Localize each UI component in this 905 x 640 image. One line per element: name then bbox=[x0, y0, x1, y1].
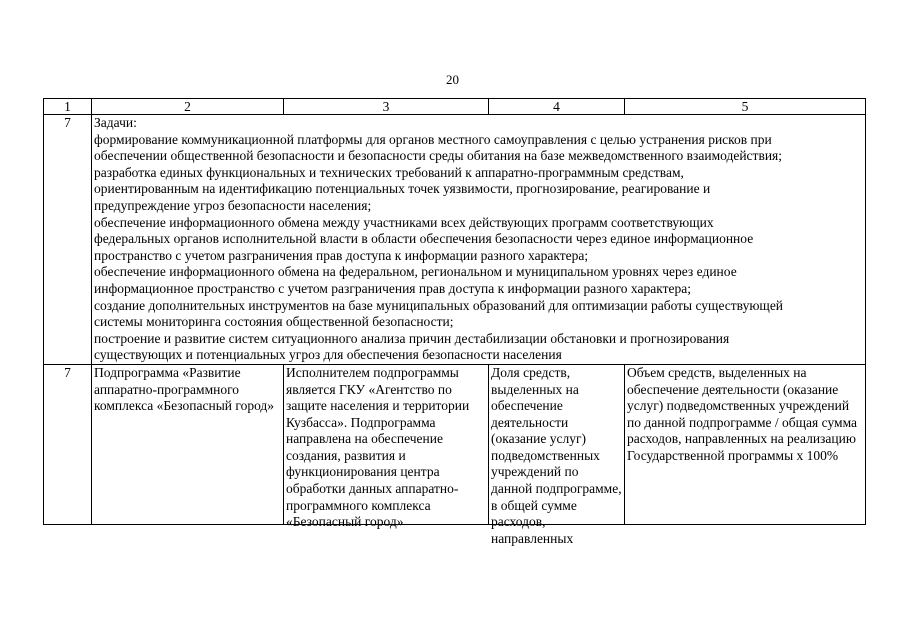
tasks-line: ориентированным на идентификацию потенциальных точек уязвимости, прогнозирование, реагирование и bbox=[94, 181, 711, 197]
header-col-5: 5 bbox=[625, 99, 866, 115]
tasks-line: обеспечение информационного обмена на федеральном, региональном и муниципальном уровнях через единое bbox=[94, 264, 737, 280]
tasks-line: информационное пространство с учетом разграничения прав доступа к информации разного характера; bbox=[94, 280, 691, 296]
tasks-line: пространство с учетом разграничения прав доступа к информации разного характера; bbox=[94, 247, 589, 263]
tasks-line: обеспечение информационного обмена между участниками всех действующих программ соответствующих bbox=[94, 214, 714, 230]
subprogram-name-cell bbox=[92, 364, 284, 524]
tasks-line: создание дополнительных инструментов на базе муниципальных образований для оптимизации работы существующей bbox=[94, 297, 784, 313]
tasks-row-number: 7 bbox=[44, 115, 92, 365]
indicator-name: Доля средств, выделенных на обеспечение деятельности (оказание услуг) подведомственных учреждений по данной подпрограмме, в общей сумме расходов, направленных bbox=[491, 364, 622, 546]
header-row bbox=[44, 99, 866, 115]
subprogram-description-cell bbox=[284, 364, 489, 530]
formula-cell bbox=[625, 364, 866, 524]
tasks-cell bbox=[92, 115, 866, 365]
header-col-2: 2 bbox=[92, 99, 284, 115]
tasks-line: разработка единых функциональных и технических требований к аппаратно-программным средствам, bbox=[94, 164, 684, 180]
tasks-line: обеспечении общественной безопасности и безопасности среды обитания на базе межведомственного взаимодействия; bbox=[94, 148, 783, 164]
tasks-line: федеральных органов исполнительной власти в области обеспечения безопасности через единое информационное bbox=[94, 231, 754, 247]
subprogram-description: Исполнителем подпрограммы является ГКУ «Агентство по защите населения и территории Кузбасса». Подпрограмма направлена на обеспечение создания, развития и функционирования центра обработки данных аппаратно-программного комплекса «Безопасный город» bbox=[286, 364, 470, 530]
subprogram-row-number: 7 bbox=[44, 364, 92, 524]
header-col-1: 1 bbox=[44, 99, 92, 115]
tasks-line: Задачи: bbox=[94, 115, 137, 130]
header-col-4: 4 bbox=[489, 99, 625, 115]
header-col-3: 3 bbox=[284, 99, 489, 115]
tasks-line: системы мониторинга состояния общественной безопасности; bbox=[94, 314, 454, 330]
subprogram-name: Подпрограмма «Развитие аппаратно-программного комплекса «Безопасный город» bbox=[94, 364, 275, 414]
indicator-formula: Объем средств, выделенных на обеспечение деятельности (оказание услуг) подведомственных учреждений по данной подпрограмме / общая сумма расходов, направленных на реализацию Государственной программы x 100% bbox=[627, 364, 858, 463]
tasks-line: формирование коммуникационной платформы для органов местного самоуправления с целью устранения рисков при bbox=[94, 131, 772, 147]
page-number: 20 bbox=[446, 72, 459, 87]
tasks-line: построение и развитие систем ситуационного анализа причин дестабилизации обстановки и прогнозирования bbox=[94, 330, 730, 346]
indicator-cell bbox=[489, 364, 625, 546]
subprogram-row bbox=[44, 364, 866, 524]
subprogram-table bbox=[43, 98, 866, 546]
tasks-line: предупреждение угроз безопасности населения; bbox=[94, 197, 372, 213]
tasks-row bbox=[44, 115, 866, 365]
tasks-line: существующих и потенциальных угроз для обеспечения безопасности населения bbox=[94, 347, 562, 363]
